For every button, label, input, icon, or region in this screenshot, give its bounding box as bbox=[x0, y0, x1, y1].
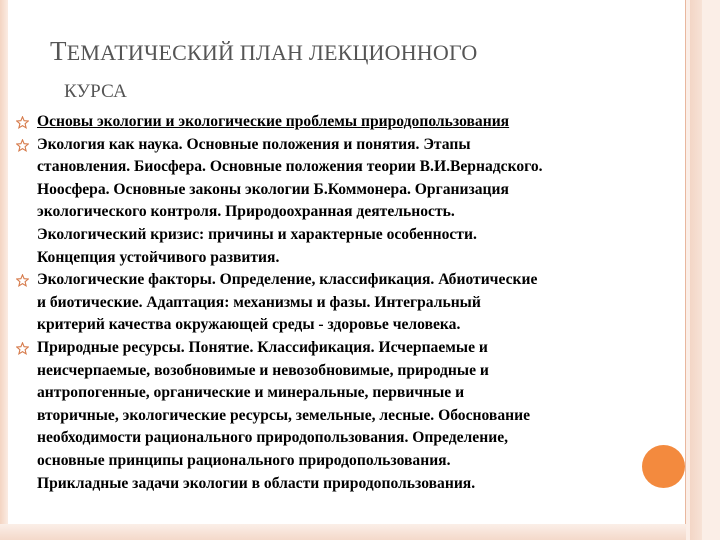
list-item bbox=[0, 134, 680, 270]
list-item-text: Экологические факторы. Определение, классификация. Абиотические и биотические. Адаптация: механизмы и фазы. Интегральный критерий качества окружающей среды - здоровье человека. bbox=[37, 271, 538, 334]
hollow-star-bullet-icon bbox=[16, 139, 29, 152]
hollow-star-bullet-icon bbox=[16, 342, 29, 355]
list-item bbox=[0, 111, 680, 134]
decorative-orange-circle bbox=[642, 445, 685, 488]
hollow-star-bullet-icon bbox=[16, 116, 29, 129]
frame-bottom-border bbox=[0, 524, 686, 540]
title-rest: ЕМАТИЧЕСКИЙ ПЛАН ЛЕКЦИОННОГО bbox=[66, 40, 478, 65]
bullet-list bbox=[0, 111, 680, 495]
list-item-text: Природные ресурсы. Понятие. Классификация. Исчерпаемые и неисчерпаемые, возобновимые и невозобновимые, природные и антропогенные, органические и минеральные, первичные и вторичные, экологические ресурсы, земельные, лесные. Обоснование необходимости рационального природопользования. Определение, основные принципы рационального природопользования. Прикладные задачи экологии в области природопользования. bbox=[37, 338, 531, 492]
list-item-text: Основы экологии и экологические проблемы природопользования bbox=[37, 113, 510, 130]
list-item bbox=[0, 337, 680, 495]
frame-right-stripe bbox=[690, 0, 702, 540]
slide-title-line-2: КУРСА bbox=[64, 81, 127, 102]
frame-right-edge-line bbox=[685, 0, 686, 540]
list-item-text: Экология как наука. Основные положения и понятия. Этапы становления. Биосфера. Основные положения теории В.И.Вернадского. Ноосфера. Основные законы экологии Б.Коммонера. Организация экологического контроля. Природоохранная деятельность. Экологический кризис: причины и характерные особенности. Концепция устойчивого развития. bbox=[37, 135, 543, 266]
hollow-star-bullet-icon bbox=[16, 274, 29, 287]
title-initial-capital: Т bbox=[50, 36, 67, 66]
list-item bbox=[0, 269, 680, 337]
slide-title-line-1 bbox=[50, 36, 477, 67]
